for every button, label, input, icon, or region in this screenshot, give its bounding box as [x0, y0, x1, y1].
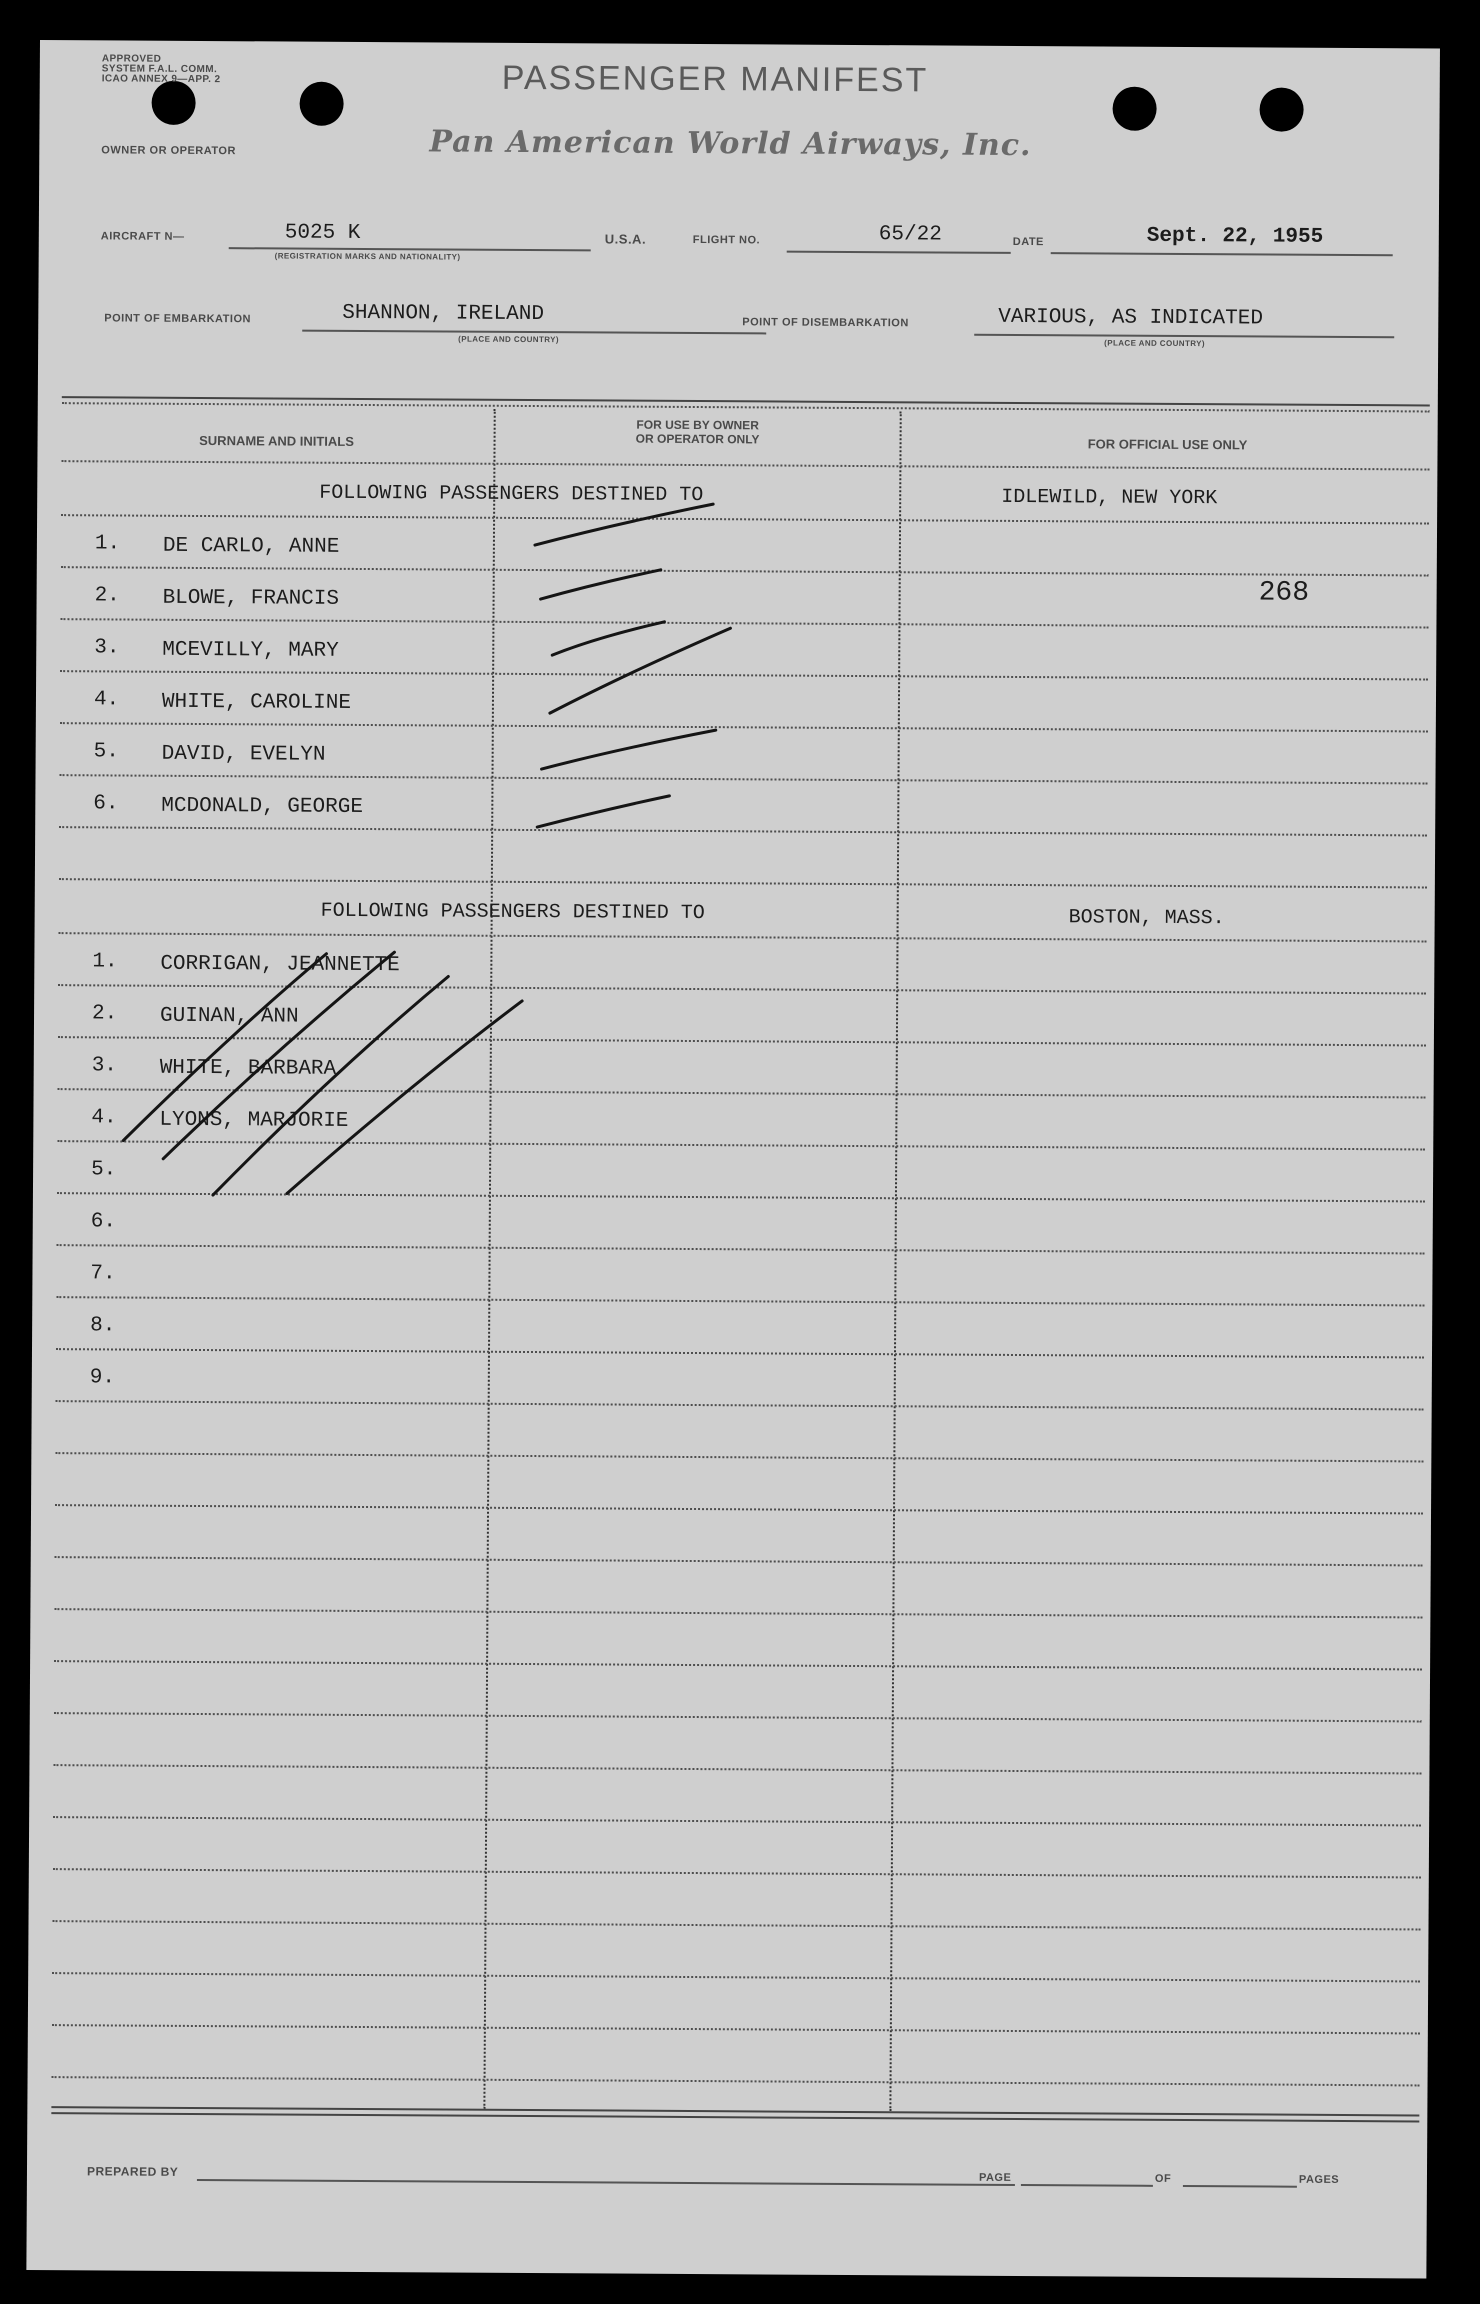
flight-label: FLIGHT NO.: [692, 233, 761, 247]
check-mark: [535, 503, 713, 546]
passenger-name: DAVID, EVELYN: [161, 742, 326, 767]
flight-value: 65/22: [878, 223, 942, 247]
check-mark: [542, 729, 716, 770]
passenger-name: LYONS, MARJORIE: [159, 1108, 349, 1133]
row-number: 1.: [94, 532, 121, 556]
check-mark: [550, 627, 731, 714]
col-owner-use-line: OR OPERATOR ONLY: [635, 431, 760, 447]
approval-line: ICAO ANNEX 9—APP. 2: [101, 73, 221, 86]
passenger-name: WHITE, BARBARA: [159, 1056, 337, 1081]
place-caption-disembark: (PLACE AND COUNTRY): [1104, 338, 1205, 349]
row-number: 2.: [91, 1002, 118, 1026]
row-number: 3.: [91, 1054, 118, 1078]
col-official: FOR OFFICIAL USE ONLY: [1087, 436, 1248, 453]
row-number: 1.: [92, 950, 118, 974]
disembarkation-value: VARIOUS, AS INDICATED: [998, 305, 1264, 331]
passenger-name: BLOWE, FRANCIS: [162, 586, 340, 611]
embarkation-label: POINT OF EMBARKATION: [104, 312, 252, 326]
owner-label: OWNER OR OPERATOR: [101, 144, 236, 158]
group-heading: FOLLOWING PASSENGERS DESTINED TO: [320, 899, 705, 926]
row-number: 6.: [90, 1210, 117, 1234]
handwritten-marks: [26, 40, 1440, 2279]
operator-name: Pan American World Airways, Inc.: [429, 124, 1032, 164]
passenger-name: GUINAN, ANN: [159, 1004, 299, 1029]
col-surname: SURNAME AND INITIALS: [199, 432, 354, 449]
form-title: PASSENGER MANIFEST: [501, 58, 929, 100]
row-number: 5.: [93, 740, 119, 764]
strike-mark: [287, 1000, 522, 1195]
passenger-name: DE CARLO, ANNE: [162, 534, 340, 559]
prepared-by-label: PREPARED BY: [86, 2164, 179, 2179]
group-heading: FOLLOWING PASSENGERS DESTINED TO: [319, 481, 704, 508]
row-number: 7.: [90, 1262, 116, 1286]
official-note: 268: [1258, 577, 1310, 609]
passenger-name: MCDONALD, GEORGE: [161, 794, 364, 819]
row-number: 8.: [90, 1314, 116, 1338]
aircraft-value: 5025 K: [284, 221, 361, 245]
page-label: PAGE: [978, 2171, 1012, 2184]
passenger-name: WHITE, CAROLINE: [161, 690, 352, 715]
manifest-page: [26, 40, 1440, 2279]
group-destination: BOSTON, MASS.: [1068, 906, 1225, 931]
check-mark: [537, 795, 669, 828]
aircraft-label: AIRCRAFT N—: [100, 230, 185, 243]
pages-label: PAGES: [1298, 2173, 1340, 2186]
check-mark: [541, 569, 661, 600]
col-owner-use-line: FOR USE BY OWNER: [636, 417, 759, 433]
passenger-name: CORRIGAN, JEANNETTE: [160, 952, 400, 978]
passenger-name: MCEVILLY, MARY: [162, 638, 339, 663]
row-number: 3.: [94, 636, 120, 660]
place-caption-embark: (PLACE AND COUNTRY): [458, 334, 559, 345]
row-number: 4.: [93, 688, 120, 712]
row-number: 2.: [94, 584, 120, 608]
embarkation-value: SHANNON, IRELAND: [342, 301, 545, 327]
row-number: 4.: [91, 1106, 117, 1130]
of-label: OF: [1154, 2172, 1172, 2185]
registration-caption: (REGISTRATION MARKS AND NATIONALITY): [274, 251, 461, 262]
row-number: 6.: [93, 792, 119, 816]
check-mark: [552, 621, 664, 656]
approval-line: APPROVED: [101, 53, 162, 65]
usa-label: U.S.A.: [604, 231, 647, 247]
group-destination: IDLEWILD, NEW YORK: [1001, 485, 1218, 511]
row-number: 5.: [91, 1158, 117, 1182]
approval-line: SYSTEM F.A.L. COMM.: [101, 63, 218, 76]
date-label: DATE: [1012, 235, 1044, 249]
date-value: Sept. 22, 1955: [1146, 224, 1324, 249]
row-number: 9.: [89, 1366, 116, 1390]
disembarkation-label: POINT OF DISEMBARKATION: [742, 316, 909, 330]
